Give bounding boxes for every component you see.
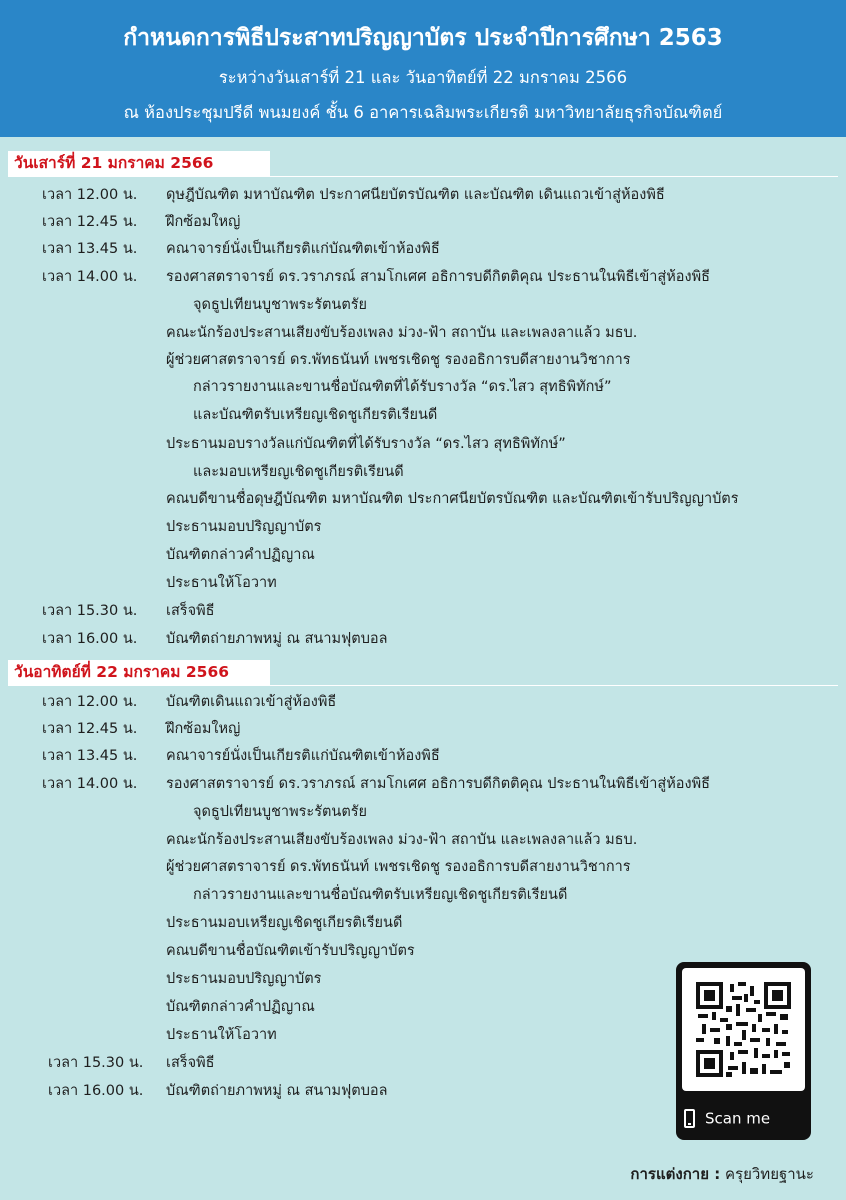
row-text: คณาจารย์นั่งเป็นเกียรติแก่บัณฑิตเข้าห้องพิธี: [166, 241, 440, 257]
header-banner: [0, 0, 846, 137]
row-text: คณะนักร้องประสานเสียงขับร้องเพลง ม่วง-ฟ้า สถาบัน และเพลงลาแล้ว มธบ.: [166, 832, 638, 848]
row-text: ฝึกซ้อมใหญ่: [166, 721, 241, 737]
scan-me-text: Scan me: [705, 1109, 771, 1128]
row-text: บัณฑิตกล่าวคำปฏิญาณ: [166, 547, 315, 563]
phone-icon: [684, 1109, 695, 1128]
qr-code-icon: [696, 982, 791, 1077]
row-time: เวลา 14.00 น.: [42, 776, 138, 792]
row-text: บัณฑิตถ่ายภาพหมู่ ณ สนามฟุตบอล: [166, 631, 388, 647]
row-text: ประธานมอบรางวัลแก่บัณฑิตที่ได้รับรางวัล “ดร.ไสว สุทธิพิทักษ์”: [166, 436, 566, 452]
row-time: เวลา 15.30 น.: [48, 1055, 144, 1071]
row-time: เวลา 16.00 น.: [42, 631, 138, 647]
row-text: และมอบเหรียญเชิดชูเกียรติเรียนดี: [193, 464, 404, 480]
row-text: คณบดีขานชื่อบัณฑิตเข้ารับปริญญาบัตร: [166, 943, 415, 959]
row-time: เวลา 12.45 น.: [42, 721, 138, 737]
day-divider: [8, 685, 838, 686]
row-time: เวลา 15.30 น.: [42, 603, 138, 619]
row-text: ประธานมอบเหรียญเชิดชูเกียรติเรียนดี: [166, 915, 403, 931]
page-title: กำหนดการพิธีประสาทปริญญาบัตร ประจำปีการศึกษา 2563: [123, 25, 723, 51]
row-text: ดุษฎีบัณฑิต มหาบัณฑิต ประกาศนียบัตรบัณฑิต และบัณฑิต เดินแถวเข้าสู่ห้องพิธี: [166, 187, 665, 203]
row-text: ประธานให้โอวาท: [166, 1027, 277, 1043]
dress-code-key: การแต่งกาย :: [630, 1165, 721, 1183]
venue: ณ ห้องประชุมปรีดี พนมยงค์ ชั้น 6 อาคารเฉลิมพระเกียรติ มหาวิทยาลัยธุรกิจบัณฑิตย์: [123, 103, 723, 122]
day-label-sunday: วันอาทิตย์ที่ 22 มกราคม 2566: [8, 660, 270, 685]
row-text: บัณฑิตถ่ายภาพหมู่ ณ สนามฟุตบอล: [166, 1083, 388, 1099]
row-time: เวลา 12.00 น.: [42, 694, 138, 710]
row-text: เสร็จพิธี: [166, 603, 215, 619]
row-text: จุดธูปเทียนบูชาพระรัตนตรัย: [193, 297, 368, 313]
row-text: เสร็จพิธี: [166, 1055, 215, 1071]
row-text: จุดธูปเทียนบูชาพระรัตนตรัย: [193, 804, 368, 820]
row-text: บัณฑิตกล่าวคำปฏิญาณ: [166, 999, 315, 1015]
row-text: ประธานให้โอวาท: [166, 575, 277, 591]
row-text: คณาจารย์นั่งเป็นเกียรติแก่บัณฑิตเข้าห้องพิธี: [166, 748, 440, 764]
qr-code-panel: [682, 968, 805, 1091]
row-text: และบัณฑิตรับเหรียญเชิดชูเกียรติเรียนดี: [193, 407, 438, 423]
row-time: เวลา 16.00 น.: [48, 1083, 144, 1099]
row-time: เวลา 13.45 น.: [42, 748, 138, 764]
date-range: ระหว่างวันเสาร์ที่ 21 และ วันอาทิตย์ที่ 22 มกราคม 2566: [218, 68, 628, 87]
row-text: ผู้ช่วยศาสตราจารย์ ดร.พัทธนันท์ เพชรเชิดชู รองอธิการบดีสายงานวิชาการ: [166, 352, 631, 368]
dress-code-value: ครุยวิทยฐานะ: [725, 1165, 814, 1183]
row-time: เวลา 13.45 น.: [42, 241, 138, 257]
row-text: คณบดีขานชื่อดุษฎีบัณฑิต มหาบัณฑิต ประกาศนียบัตรบัณฑิต และบัณฑิตเข้ารับปริญญาบัตร: [166, 491, 739, 507]
scan-me-label: [684, 1108, 770, 1129]
row-time: เวลา 12.45 น.: [42, 214, 138, 230]
row-text: รองศาสตราจารย์ ดร.วราภรณ์ สามโกเศศ อธิการบดีกิตติคุณ ประธานในพิธีเข้าสู่ห้องพิธี: [166, 776, 710, 792]
row-text: ฝึกซ้อมใหญ่: [166, 214, 241, 230]
row-text: รองศาสตราจารย์ ดร.วราภรณ์ สามโกเศศ อธิการบดีกิตติคุณ ประธานในพิธีเข้าสู่ห้องพิธี: [166, 269, 710, 285]
row-time: เวลา 12.00 น.: [42, 187, 138, 203]
row-text: ประธานมอบปริญญาบัตร: [166, 519, 322, 535]
row-text: กล่าวรายงานและขานชื่อบัณฑิตรับเหรียญเชิดชูเกียรติเรียนดี: [193, 887, 568, 903]
day-label-saturday: วันเสาร์ที่ 21 มกราคม 2566: [8, 151, 270, 176]
dress-code: [630, 1162, 814, 1186]
row-text: คณะนักร้องประสานเสียงขับร้องเพลง ม่วง-ฟ้า สถาบัน และเพลงลาแล้ว มธบ.: [166, 325, 638, 341]
row-text: กล่าวรายงานและขานชื่อบัณฑิตที่ได้รับรางวัล “ดร.ไสว สุทธิพิทักษ์”: [193, 379, 612, 395]
row-text: ผู้ช่วยศาสตราจารย์ ดร.พัทธนันท์ เพชรเชิดชู รองอธิการบดีสายงานวิชาการ: [166, 859, 631, 875]
day-divider: [8, 176, 838, 177]
qr-code-card[interactable]: [676, 962, 811, 1140]
row-text: ประธานมอบปริญญาบัตร: [166, 971, 322, 987]
row-time: เวลา 14.00 น.: [42, 269, 138, 285]
row-text: บัณฑิตเดินแถวเข้าสู่ห้องพิธี: [166, 694, 337, 710]
